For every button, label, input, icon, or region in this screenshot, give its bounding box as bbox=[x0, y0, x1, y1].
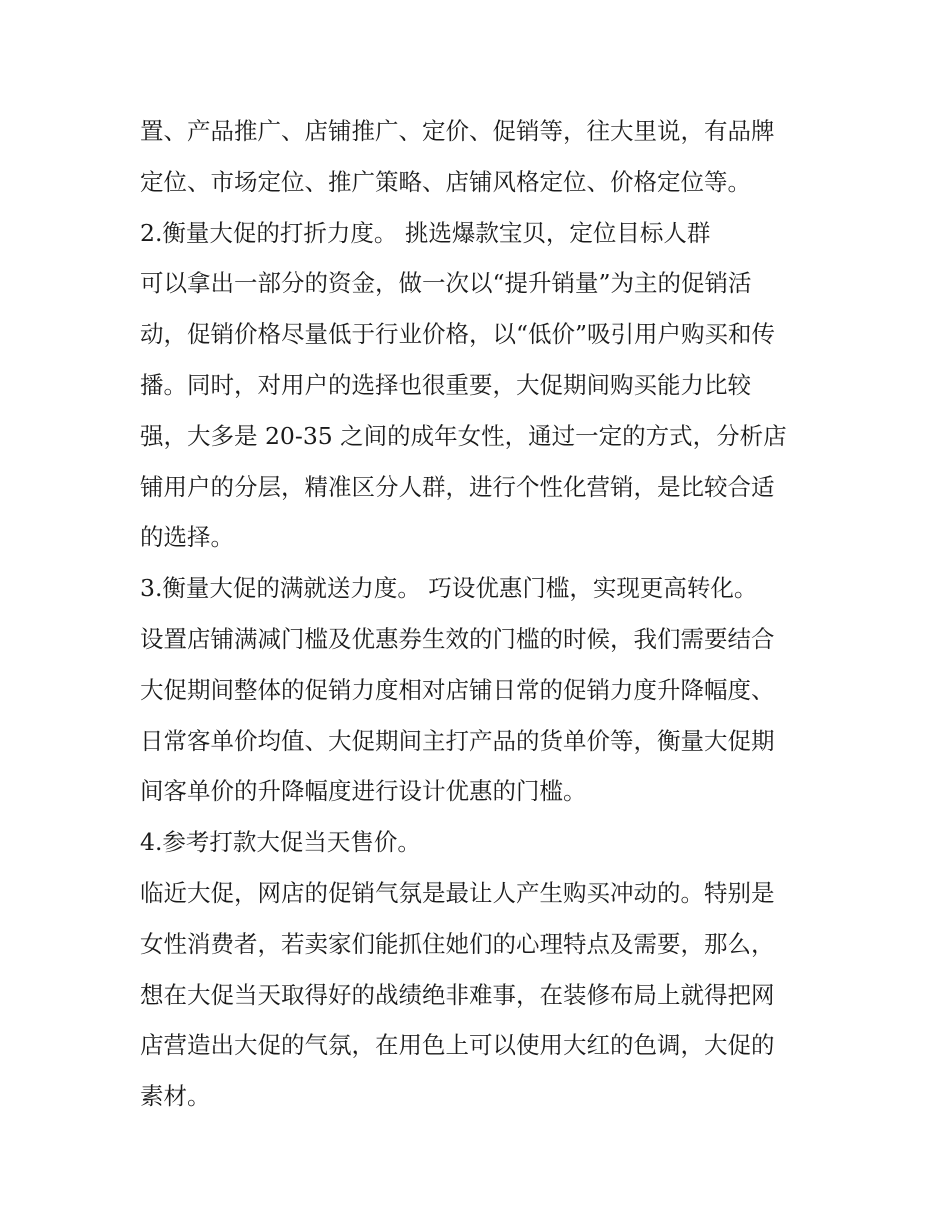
text-line: 日常客单价均值、大促期间主打产品的货单价等，衡量大促期 bbox=[140, 726, 775, 755]
text-line: 铺用户的分层，精准区分人群，进行个性化营销，是比较合适 bbox=[140, 472, 775, 501]
text-line: 设置店铺满减门槛及优惠券生效的门槛的时候，我们需要结合 bbox=[140, 624, 775, 653]
section-heading: 4.参考打款大促当天售价。 bbox=[140, 828, 421, 857]
text-line: 动，促销价格尽量低于行业价格，以“低价”吸引用户购买和传 bbox=[140, 320, 776, 349]
section-heading: 3.衡量大促的满就送力度。 巧设优惠门槛，实现更高转化。 bbox=[140, 574, 758, 603]
text-line: 店营造出大促的气氛，在用色上可以使用大红的色调，大促的 bbox=[140, 1031, 775, 1060]
document-body bbox=[140, 106, 820, 1122]
section-heading: 2.衡量大促的打折力度。 挑选爆款宝贝，定位目标人群 bbox=[140, 218, 711, 247]
text-line: 临近大促，网店的促销气氛是最让人产生购买冲动的。特别是 bbox=[140, 878, 775, 907]
text-line: 置、产品推广、店铺推广、定价、促销等，往大里说，有品牌 bbox=[140, 117, 775, 145]
text-line: 播。同时，对用户的选择也很重要，大促期间购买能力比较 bbox=[140, 370, 751, 399]
text-line: 素材。 bbox=[140, 1082, 211, 1111]
text-line: 间客单价的升降幅度进行设计优惠的门槛。 bbox=[140, 777, 587, 806]
text-line: 定位、市场定位、推广策略、店铺风格定位、价格定位等。 bbox=[140, 167, 751, 196]
text-line: 可以拿出一部分的资金，做一次以“提升销量”为主的促销活 bbox=[140, 269, 752, 298]
text-line: 大促期间整体的促销力度相对店铺日常的促销力度升降幅度、 bbox=[140, 675, 775, 704]
text-line: 女性消费者，若卖家们能抓住她们的心理特点及需要，那么， bbox=[140, 929, 775, 958]
text-line: 的选择。 bbox=[140, 523, 234, 552]
text-line: 想在大促当天取得好的战绩绝非难事，在装修布局上就得把网 bbox=[140, 980, 775, 1009]
text-line: 强，大多是 20-35 之间的成年女性，通过一定的方式，分析店 bbox=[140, 421, 787, 450]
